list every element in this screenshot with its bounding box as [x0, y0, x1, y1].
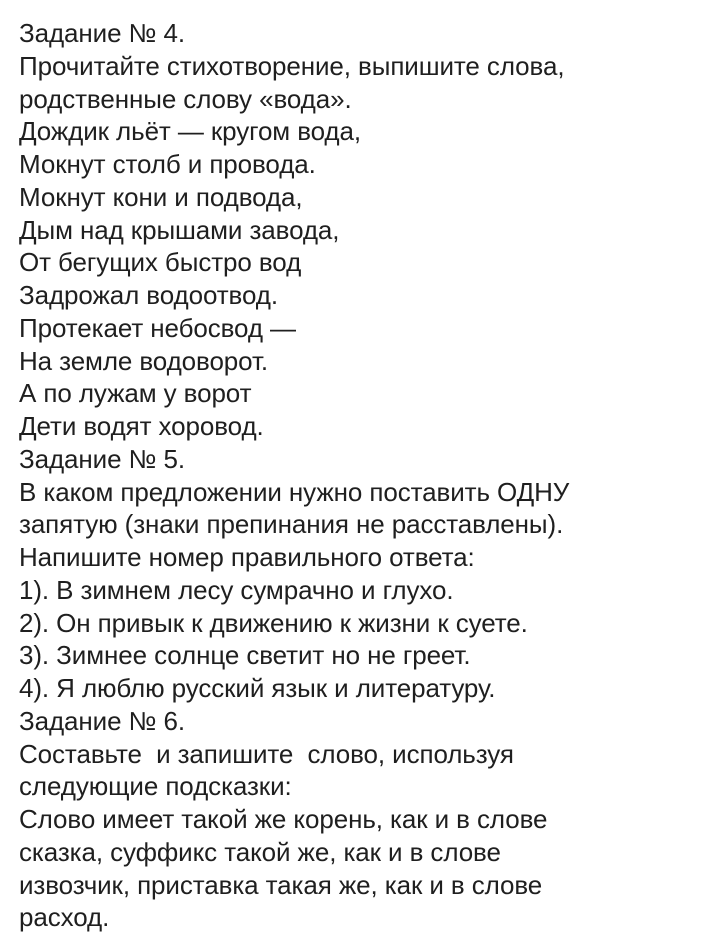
task-6-hint-line-1: Слово имеет такой же корень, как и в слове: [19, 804, 548, 834]
task-6-instruction-line-1: Составьте и запишите слово, используя: [19, 738, 514, 769]
poem-line-8: На земле водоворот.: [19, 345, 268, 376]
task-4-heading: Задание № 4.: [19, 18, 185, 48]
task-6-instruction-line-2: следующие подсказки:: [19, 771, 292, 802]
task-5-option-2: 2). Он привык к движению к жизни к суете.: [19, 607, 528, 638]
task-5-option-3: 3). Зимнее солнце светит но не греет.: [19, 640, 471, 671]
task-6-hint-line-3: извозчик, приставка такая же, как и в слове: [19, 869, 543, 900]
poem-line-4: Дым над крышами завода,: [19, 214, 340, 245]
task-5-option-1: 1). В зимнем лесу сумрачно и глухо.: [19, 574, 454, 605]
poem-line-2: Мокнут столб и провода.: [19, 149, 316, 179]
task-6-hint-line-2: сказка, суффикс такой же, как и в слове: [19, 836, 501, 867]
poem-line-10: Дети водят хоровод.: [19, 411, 264, 441]
poem-line-5: От бегущих быстро вод: [19, 247, 302, 278]
poem-line-9: А по лужам у ворот: [19, 378, 252, 409]
document-text: [19, 17, 689, 934]
poem-line-1: Дождик льёт — кругом вода,: [19, 116, 361, 147]
task-5-instruction-line-1: В каком предложении нужно поставить ОДНУ: [19, 476, 570, 507]
task-5-instruction-line-2: запятую (знаки препинания не расставлены).: [19, 509, 564, 540]
task-5-option-4: 4). Я люблю русский язык и литературу.: [19, 673, 496, 703]
task-6-heading: Задание № 6.: [19, 705, 185, 736]
poem-line-7: Протекает небосвод —: [19, 312, 296, 343]
task-5-instruction-line-3: Напишите номер правильного ответа:: [19, 542, 475, 572]
task-4-instruction-line-1: Прочитайте стихотворение, выпишите слова,: [19, 50, 565, 81]
poem-line-6: Задрожал водоотвод.: [19, 280, 278, 310]
task-4-instruction-line-2: родственные слову «вода».: [19, 83, 352, 114]
poem-line-3: Мокнут кони и подвода,: [19, 181, 303, 212]
task-5-heading: Задание № 5.: [19, 443, 185, 474]
task-6-hint-line-4: расход.: [19, 902, 110, 933]
